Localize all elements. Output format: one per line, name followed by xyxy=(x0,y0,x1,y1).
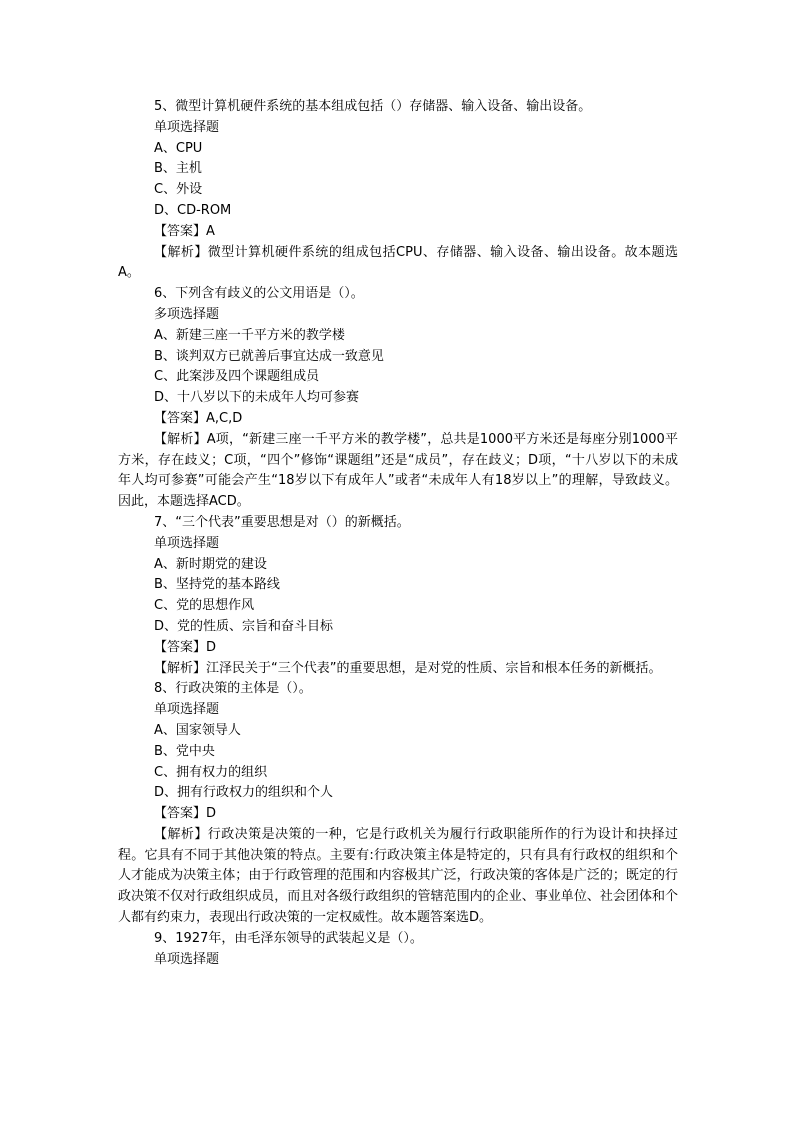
option-c: C、党的思想作风 xyxy=(154,598,255,614)
option-d: D、党的性质、宗旨和奋斗目标 xyxy=(154,618,334,634)
question-9 xyxy=(118,929,678,971)
question-stem: 5、微型计算机硬件系统的基本组成包括（）存储器、输入设备、输出设备。 xyxy=(154,99,592,114)
answer: 【答案】A,C,D xyxy=(154,410,243,426)
question-type: 单项选择题 xyxy=(154,119,220,135)
option-b: B、谈判双方已就善后事宜达成一致意见 xyxy=(154,348,384,364)
option-d: D、拥有行政权力的组织和个人 xyxy=(154,785,334,801)
question-type: 单项选择题 xyxy=(154,951,220,967)
option-a: A、新建三座一千平方米的教学楼 xyxy=(154,327,345,343)
document-body xyxy=(118,97,678,970)
question-type: 多项选择题 xyxy=(154,306,220,322)
analysis: 【解析】行政决策是决策的一种，它是行政机关为履行行政职能所作的行为设计和抉择过程。它具有不同于其他决策的特点。主要有:行政决策主体是特定的，只有具有行政权的组织和个人才能成为决策主体；由于行政管理的范围和内容极其广泛，行政决策的客体是广泛的；既定的行政决策不仅对行政组织成员，而且对各级行政组织的管辖范围内的企业、事业单位、社会团体和个人都有约束力，表现出行政决策的一定权威性。故本题答案选D。 xyxy=(118,826,678,926)
option-c: C、此案涉及四个课题组成员 xyxy=(154,369,320,385)
option-b: B、党中央 xyxy=(154,743,215,759)
answer: 【答案】D xyxy=(154,806,217,822)
option-a: A、CPU xyxy=(154,140,203,156)
question-7 xyxy=(118,513,678,679)
question-6 xyxy=(118,284,678,513)
option-c: C、拥有权力的组织 xyxy=(154,764,268,780)
question-stem: 7、“三个代表”重要思想是对（）的新概括。 xyxy=(154,514,410,530)
answer: 【答案】A xyxy=(154,223,215,239)
option-b: B、主机 xyxy=(154,161,202,177)
option-c: C、外设 xyxy=(154,182,203,198)
option-b: B、坚持党的基本路线 xyxy=(154,577,280,593)
question-type: 单项选择题 xyxy=(154,535,220,551)
analysis: 【解析】江泽民关于“三个代表”的重要思想，是对党的性质、宗旨和根本任务的新概括。 xyxy=(154,660,662,676)
analysis: 【解析】微型计算机硬件系统的组成包括CPU、存储器、输入设备、输出设备。故本题选A。 xyxy=(118,244,678,281)
question-stem: 8、行政决策的主体是（）。 xyxy=(154,681,312,697)
question-type: 单项选择题 xyxy=(154,702,220,718)
analysis: 【解析】A项，“新建三座一千平方米的教学楼”，总共是1000平方米还是每座分别1000平方米，存在歧义；C项，“四个”修饰“课题组”还是“成员”，存在歧义；D项，“十八岁以下的未成年人均可参赛”可能会产生“18岁以下有成年人”或者“未成年人有18岁以上”的理解，导致歧义。因此，本题选择ACD。 xyxy=(118,431,678,510)
question-8 xyxy=(118,679,678,929)
option-a: A、国家领导人 xyxy=(154,722,241,738)
answer: 【答案】D xyxy=(154,639,217,655)
option-a: A、新时期党的建设 xyxy=(154,556,267,572)
question-stem: 6、下列含有歧义的公文用语是（）。 xyxy=(154,286,364,302)
question-stem: 9、1927年，由毛泽东领导的武装起义是（）。 xyxy=(154,930,423,946)
option-d: D、CD-ROM xyxy=(154,202,232,218)
question-5 xyxy=(118,97,678,284)
option-d: D、十八岁以下的未成年人均可参赛 xyxy=(154,390,360,406)
